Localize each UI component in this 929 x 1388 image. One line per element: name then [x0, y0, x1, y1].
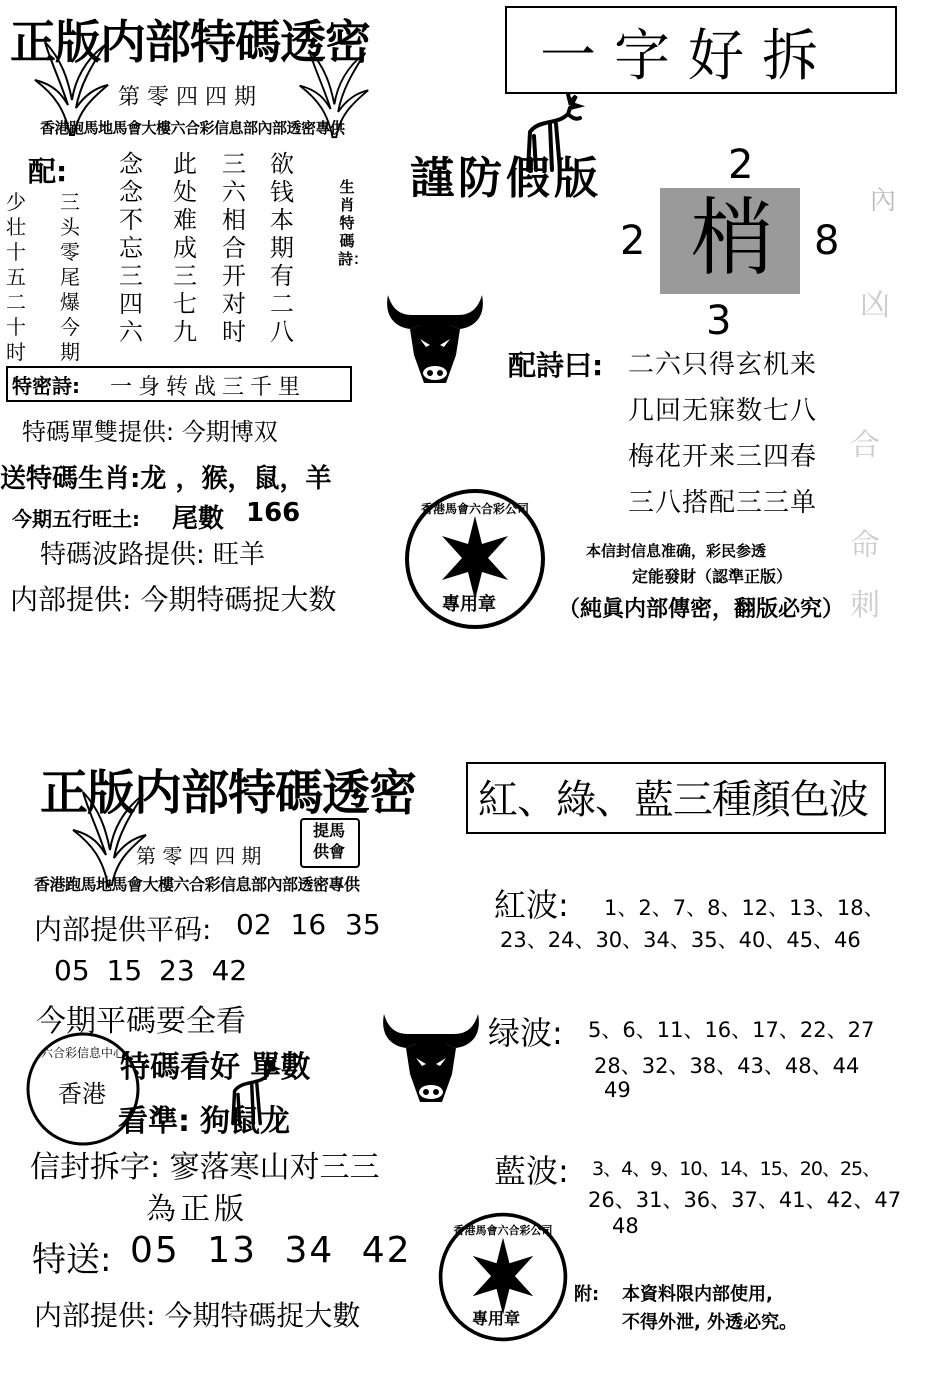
- top-issue: 第 零 四 四 期: [118, 85, 256, 110]
- company-seal: [402, 486, 548, 632]
- red-wave-label: 紅波:: [494, 886, 569, 924]
- envelope-line: 信封拆字: 寥落寒山对三三: [30, 1150, 380, 1185]
- number-right: 8: [814, 218, 840, 264]
- left-column-2: 三头零尾爆今期: [60, 190, 80, 364]
- poem-column-4: 欲钱本期有二八: [270, 150, 294, 346]
- notice-line-1: 本信封信息准确，彩民参透: [586, 542, 767, 560]
- zodiac-line: 送特碼生肖:龙 ，猴，鼠，羊: [0, 464, 332, 494]
- number-bottom: 3: [706, 298, 732, 344]
- poem2-line-2: 几回无寐数七八: [628, 396, 818, 426]
- tail-label: 尾數: [172, 504, 225, 534]
- secret-poem-label: 特密詩:: [12, 374, 80, 398]
- side-vertical-label: 生肖特碼詩：: [338, 178, 369, 268]
- seal-label: 專用章: [442, 594, 496, 615]
- wave-title: 紅、綠、藍三種顏色波: [478, 777, 868, 823]
- flat-numbers-1: 02 16 35: [236, 908, 381, 941]
- bottom-issue: 第 零 四 四 期: [136, 844, 262, 868]
- poem2-line-1: 二六只得玄机来: [628, 350, 818, 380]
- ghost-char-4: 命: [850, 528, 880, 563]
- green-wave-label: 绿波:: [488, 1014, 563, 1052]
- green-wave-line-2: 28、32、38、43、48、44: [594, 1054, 860, 1078]
- bottom-internal-line: 内部提供: 今期特碼捉大數: [34, 1299, 361, 1332]
- green-wave-line-1: 5、6、11、16、17、22、27: [588, 1018, 875, 1042]
- ghost-char-5: 刺: [850, 588, 880, 623]
- watch-label: 看準:: [118, 1104, 190, 1139]
- bull-head-bottom-icon: [376, 1004, 486, 1109]
- bottom-notice-line-1: 本資料限内部使用,: [622, 1284, 773, 1305]
- bottom-provider: 香港跑馬地馬會大樓六合彩信息部內部透密專供: [34, 875, 360, 894]
- secret-poem-text: 一身转战三千里: [110, 375, 307, 400]
- tail-value: 166: [246, 498, 301, 528]
- poem2-label: 配詩曰:: [508, 349, 604, 382]
- special-note: 特碼看好 單數: [120, 1050, 311, 1085]
- blue-wave-label: 藍波:: [494, 1152, 569, 1190]
- seal-bottom-label: 專用章: [472, 1309, 521, 1328]
- notice-line-3: （純眞内部傳密，翻版必究）: [558, 597, 845, 622]
- bottom-notice-label: 附:: [574, 1284, 600, 1305]
- stamp-small-text: 提馬供會: [312, 821, 345, 861]
- blue-wave-line-1: 3、4、9、10、14、15、20、25、: [592, 1158, 881, 1180]
- ghost-char-1: 內: [870, 186, 897, 216]
- send-label: 特送:: [32, 1240, 112, 1280]
- wave-line: 特碼波路提供: 旺羊: [40, 540, 266, 570]
- number-left: 2: [620, 218, 646, 264]
- poem-column-1: 念念不忘三四六: [119, 150, 143, 346]
- round-seal-text: 六合彩信息中心: [40, 1046, 125, 1060]
- left-column-1: 少壮十五二十时: [6, 190, 26, 364]
- bull-head-icon: [380, 285, 490, 390]
- riddle-title: 一字好拆: [540, 24, 836, 89]
- top-poem-label: 配:: [28, 155, 68, 188]
- seal-bottom-text: 香港馬會六合彩公司: [453, 1224, 553, 1237]
- flat-note: 今期平碼要全看: [36, 1004, 246, 1039]
- red-wave-line-2: 23、24、30、34、35、40、45、46: [500, 928, 861, 952]
- send-numbers: 05 13 34 42: [130, 1230, 412, 1271]
- round-seal-center: 香港: [58, 1080, 106, 1108]
- big-char: 梢: [690, 189, 775, 287]
- poem2-line-4: 三八搭配三三单: [628, 488, 818, 518]
- internal-line: 内部提供: 今期特碼捉大数: [10, 583, 337, 616]
- poem2-line-3: 梅花开来三四春: [628, 442, 818, 472]
- five-elements-label: 今期五行旺土:: [12, 507, 140, 531]
- odd-even-line: 特碼單雙提供: 今期博双: [22, 418, 278, 446]
- ghost-char-2: 凶: [860, 288, 890, 323]
- flat-label: 内部提供平码:: [34, 913, 212, 946]
- flat-numbers-2: 05 15 23 42: [54, 954, 248, 987]
- top-title: 正版内部特碼透密: [10, 15, 370, 69]
- notice-line-2: 定能發財（認準正版）: [632, 567, 793, 586]
- red-wave-line-1: 1、2、7、8、12、13、18、: [604, 896, 885, 920]
- poem-column-2: 此处难成三七九: [173, 150, 197, 346]
- poem-column-3: 三六相合开对时: [222, 150, 246, 346]
- green-wave-line-3: 49: [604, 1078, 631, 1102]
- company-seal-bottom: [436, 1210, 570, 1344]
- blue-wave-line-3: 48: [612, 1214, 639, 1238]
- number-top: 2: [728, 142, 754, 188]
- bottom-title: 正版内部特碼透密: [40, 765, 417, 821]
- ghost-char-3: 合: [850, 428, 880, 463]
- blue-wave-line-2: 26、31、36、37、41、42、47: [588, 1188, 902, 1212]
- envelope-line-2: 為正版: [146, 1192, 248, 1227]
- seal-text: 香港馬會六合彩公司: [420, 502, 529, 516]
- bottom-notice-line-2: 不得外泄, 外透必究。: [622, 1312, 798, 1333]
- watch-value: 狗鼠龙: [200, 1104, 290, 1139]
- warning-text: 謹防假版: [410, 153, 602, 204]
- top-provider: 香港跑馬地馬會大樓六合彩信息部內部透密專供: [40, 119, 345, 137]
